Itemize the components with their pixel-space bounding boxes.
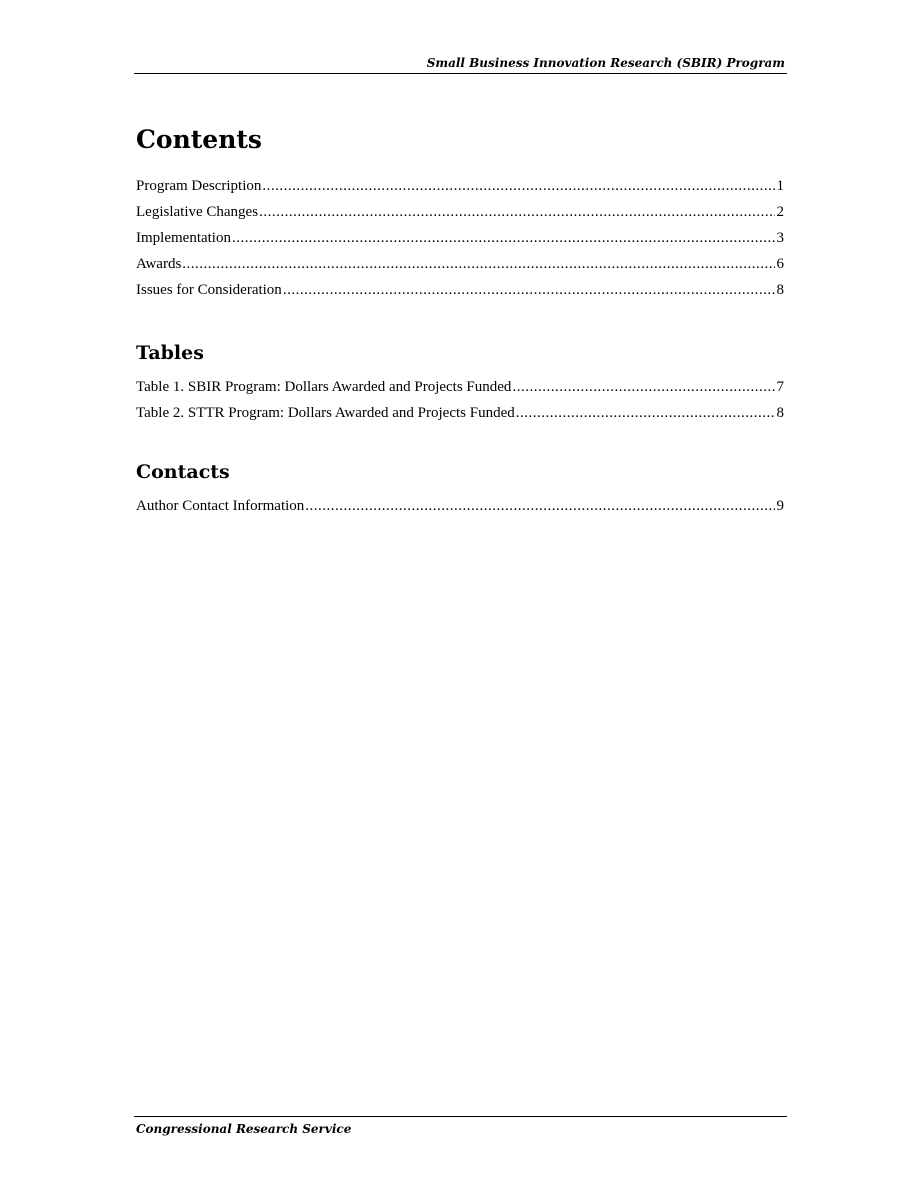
toc-entry-page: 8 (776, 282, 784, 298)
contents-heading: Contents (136, 125, 263, 154)
toc-entry-page: 8 (776, 405, 784, 421)
contacts-heading: Contacts (136, 461, 230, 483)
toc-entry-page: 9 (776, 498, 784, 514)
toc-entry-implementation[interactable] (136, 228, 784, 254)
dot-leader (305, 496, 774, 516)
toc-entry-table-2[interactable] (136, 403, 784, 429)
toc-entry-page: 6 (776, 256, 784, 272)
dot-leader (182, 254, 774, 274)
tables-heading: Tables (136, 342, 204, 364)
section-spacer (136, 306, 784, 340)
toc-entry-issues-for-consideration[interactable] (136, 280, 784, 306)
header-title: Small Business Innovation Research (SBIR) Program (426, 56, 785, 70)
footer-text: Congressional Research Service (136, 1122, 352, 1136)
running-header (134, 55, 787, 74)
table-of-contents (136, 122, 784, 522)
toc-entry-title: Program Description (136, 178, 262, 194)
dot-leader (232, 228, 775, 248)
toc-entry-program-description[interactable] (136, 176, 784, 202)
toc-entry-title: Table 2. STTR Program: Dollars Awarded and Projects Funded (136, 405, 515, 421)
toc-entry-title: Awards (136, 256, 182, 272)
toc-entry-awards[interactable] (136, 254, 784, 280)
tables-list (136, 377, 784, 429)
toc-entry-page: 1 (776, 178, 784, 194)
dot-leader (262, 176, 774, 196)
toc-entry-page: 3 (776, 230, 784, 246)
toc-entry-author-contact-information[interactable] (136, 496, 784, 522)
toc-entry-legislative-changes[interactable] (136, 202, 784, 228)
toc-entry-title: Implementation (136, 230, 231, 246)
dot-leader (512, 377, 774, 397)
section-spacer (136, 429, 784, 459)
contents-list (136, 176, 784, 306)
toc-entry-title: Issues for Consideration (136, 282, 282, 298)
toc-entry-title: Legislative Changes (136, 204, 259, 220)
toc-entry-table-1[interactable] (136, 377, 784, 403)
dot-leader (516, 403, 775, 423)
toc-entry-page: 2 (776, 204, 784, 220)
toc-entry-title: Author Contact Information (136, 498, 305, 514)
running-footer (134, 1116, 787, 1136)
dot-leader (283, 280, 775, 300)
dot-leader (259, 202, 774, 222)
toc-entry-page: 7 (776, 379, 784, 395)
contacts-list (136, 496, 784, 522)
toc-entry-title: Table 1. SBIR Program: Dollars Awarded and Projects Funded (136, 379, 512, 395)
